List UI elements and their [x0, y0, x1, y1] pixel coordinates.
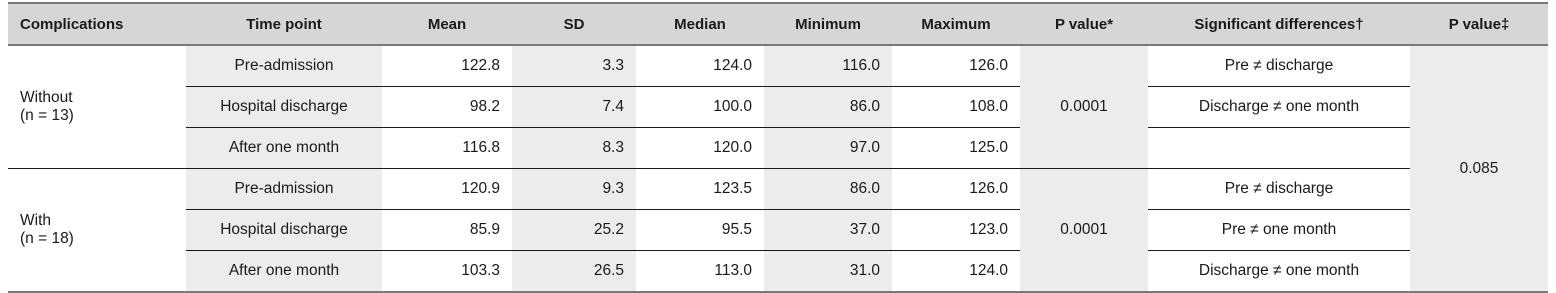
cell-median: 120.0 — [636, 128, 764, 169]
header-median: Median — [636, 3, 764, 45]
cell-median: 100.0 — [636, 87, 764, 128]
header-row — [8, 3, 1548, 45]
cell-sd: 9.3 — [512, 169, 636, 210]
group-label-line1: Without — [20, 89, 73, 106]
cell-mean: 120.9 — [382, 169, 512, 210]
cell-median: 95.5 — [636, 210, 764, 251]
cell-sd: 26.5 — [512, 251, 636, 293]
cell-time-point: Pre-admission — [186, 169, 382, 210]
table-row — [8, 87, 1548, 128]
group-label-line1: With — [20, 212, 51, 229]
cell-minimum: 31.0 — [764, 251, 892, 293]
cell-mean: 116.8 — [382, 128, 512, 169]
cell-sd: 7.4 — [512, 87, 636, 128]
header-significant-differences: Significant differences† — [1148, 3, 1410, 45]
header-p-value-dagger: P value‡ — [1410, 3, 1548, 45]
header-p-value-star: P value* — [1020, 3, 1148, 45]
header-time-point: Time point — [186, 3, 382, 45]
cell-maximum: 124.0 — [892, 251, 1020, 293]
cell-significant-difference: Pre ≠ discharge — [1148, 169, 1410, 210]
complications-table — [8, 2, 1548, 293]
cell-maximum: 125.0 — [892, 128, 1020, 169]
cell-minimum: 86.0 — [764, 169, 892, 210]
cell-overall-p-value: 0.085 — [1410, 45, 1548, 292]
header-mean: Mean — [382, 3, 512, 45]
table-row — [8, 169, 1548, 210]
cell-mean: 98.2 — [382, 87, 512, 128]
table-row — [8, 251, 1548, 293]
cell-median: 124.0 — [636, 45, 764, 87]
group-label-line2: (n = 18) — [20, 230, 74, 247]
cell-time-point: Hospital discharge — [186, 210, 382, 251]
cell-time-point: After one month — [186, 128, 382, 169]
cell-significant-difference: Discharge ≠ one month — [1148, 87, 1410, 128]
cell-mean: 103.3 — [382, 251, 512, 293]
group-label-with — [8, 169, 186, 293]
cell-sd: 8.3 — [512, 128, 636, 169]
cell-median: 123.5 — [636, 169, 764, 210]
cell-median: 113.0 — [636, 251, 764, 293]
cell-time-point: After one month — [186, 251, 382, 293]
cell-significant-difference — [1148, 128, 1410, 169]
cell-sd: 25.2 — [512, 210, 636, 251]
cell-significant-difference: Pre ≠ one month — [1148, 210, 1410, 251]
table-row — [8, 210, 1548, 251]
header-complications: Complications — [8, 3, 186, 45]
cell-minimum: 97.0 — [764, 128, 892, 169]
cell-minimum: 116.0 — [764, 45, 892, 87]
cell-minimum: 37.0 — [764, 210, 892, 251]
group-label-without — [8, 45, 186, 169]
cell-time-point: Pre-admission — [186, 45, 382, 87]
group-label-line2: (n = 13) — [20, 107, 74, 124]
cell-maximum: 126.0 — [892, 169, 1020, 210]
cell-significant-difference: Discharge ≠ one month — [1148, 251, 1410, 293]
table-row — [8, 45, 1548, 87]
cell-mean: 122.8 — [382, 45, 512, 87]
cell-maximum: 126.0 — [892, 45, 1020, 87]
header-sd: SD — [512, 3, 636, 45]
cell-significant-difference: Pre ≠ discharge — [1148, 45, 1410, 87]
cell-time-point: Hospital discharge — [186, 87, 382, 128]
cell-minimum: 86.0 — [764, 87, 892, 128]
cell-mean: 85.9 — [382, 210, 512, 251]
cell-p-value: 0.0001 — [1020, 169, 1148, 293]
cell-maximum: 108.0 — [892, 87, 1020, 128]
table-row — [8, 128, 1548, 169]
header-maximum: Maximum — [892, 3, 1020, 45]
cell-sd: 3.3 — [512, 45, 636, 87]
cell-maximum: 123.0 — [892, 210, 1020, 251]
cell-p-value: 0.0001 — [1020, 45, 1148, 169]
header-minimum: Minimum — [764, 3, 892, 45]
